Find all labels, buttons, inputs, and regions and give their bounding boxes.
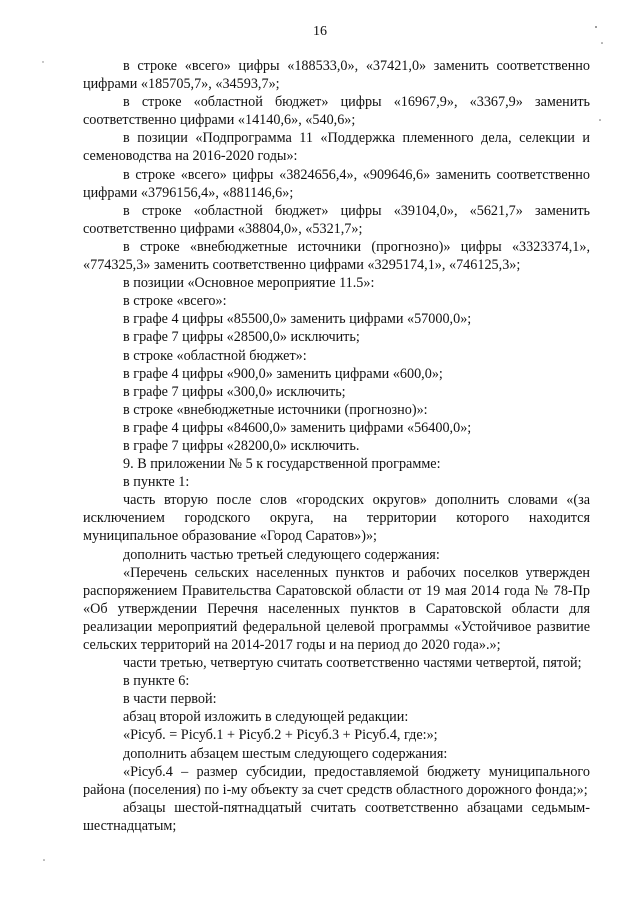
- paragraph: части третью, четвертую считать соответственно частями четвертой, пятой;: [123, 655, 582, 672]
- paragraph: в строке «внебюджетные источники (прогнозно)» цифры «3323374,1», «774325,3» заменить соответственно цифрами «3295174,1», «746125,3»;: [83, 238, 590, 274]
- paragraph: часть вторую после слов «городских округов» дополнить словами «(за исключением городского округа, на территории которого находится муниципальное образование «Город Саратов»)»;: [83, 492, 590, 545]
- paragraph: в пункте 1:: [123, 474, 190, 491]
- paragraph: «Pісуб. = Pісуб.1 + Pісуб.2 + Pісуб.3 + Pісуб.4, где:»;: [123, 727, 438, 744]
- page-number: 16: [313, 24, 327, 39]
- paragraph: в графе 7 цифры «28200,0» исключить.: [123, 437, 360, 454]
- paragraph: 9. В приложении № 5 к государственной программе:: [123, 456, 441, 473]
- paragraph: в строке «областной бюджет» цифры «16967,9», «3367,9» заменить соответственно цифрами «14140,6», «540,6»;: [83, 94, 590, 129]
- scan-speck: [601, 42, 603, 44]
- paragraph: дополнить частью третьей следующего содержания:: [123, 546, 440, 563]
- paragraph: в графе 7 цифры «28500,0» исключить;: [123, 329, 360, 346]
- paragraph: в строке «всего» цифры «3824656,4», «909646,6» заменить соответственно цифрами «3796156,4», «881146,6»;: [83, 166, 590, 201]
- scan-speck: [43, 859, 45, 861]
- paragraph: абзац второй изложить в следующей редакции:: [123, 709, 409, 726]
- paragraph: в строке «областной бюджет» цифры «39104,0», «5621,7» заменить соответственно цифрами «38804,0», «5321,7»;: [83, 202, 590, 237]
- paragraph: в строке «всего» цифры «188533,0», «37421,0» заменить соответственно цифрами «185705,7», «34593,7»;: [83, 58, 590, 93]
- scan-speck: [42, 61, 43, 62]
- paragraph: «Перечень сельских населенных пунктов и рабочих поселков утвержден распоряжением Правительства Саратовской области от 19 мая 2014 года № 78-Пр «Об утверждении Перечня населенных пунктов в Саратовской области для реализации мероприятий федеральной целевой программы «Устойчивое развитие сельских территорий на 2014-2017 годы и на период до 2020 года».»;: [83, 564, 590, 653]
- scan-speck: [599, 119, 601, 121]
- paragraph: в строке «внебюджетные источники (прогнозно)»:: [123, 401, 428, 418]
- paragraph: в позиции «Основное мероприятие 11.5»:: [123, 275, 375, 292]
- paragraph: в строке «областной бюджет»:: [123, 347, 307, 364]
- paragraph: «Pісуб.4 – размер субсидии, предоставляемой бюджету муниципального района (поселения) по i-му объекту за счет средств областного дорожного фонда;»;: [83, 763, 590, 798]
- paragraph: в пункте 6:: [123, 673, 190, 690]
- paragraph: абзацы шестой-пятнадцатый считать соответственно абзацами седьмым-шестнадцатым;: [83, 799, 590, 834]
- paragraph: в графе 4 цифры «84600,0» заменить цифрами «56400,0»;: [123, 419, 472, 436]
- paragraph: в графе 7 цифры «300,0» исключить;: [123, 383, 346, 400]
- paragraph: в графе 4 цифры «85500,0» заменить цифрами «57000,0»;: [123, 311, 472, 328]
- paragraph: в строке «всего»:: [123, 293, 227, 310]
- paragraph: в позиции «Подпрограмма 11 «Поддержка племенного дела, селекции и семеноводства на 2016-2020 годы»:: [83, 130, 590, 165]
- paragraph: дополнить абзацем шестым следующего содержания:: [123, 745, 448, 762]
- paragraph: в графе 4 цифры «900,0» заменить цифрами «600,0»;: [123, 365, 443, 382]
- document-body: [83, 57, 590, 835]
- paragraph: в части первой:: [123, 691, 217, 708]
